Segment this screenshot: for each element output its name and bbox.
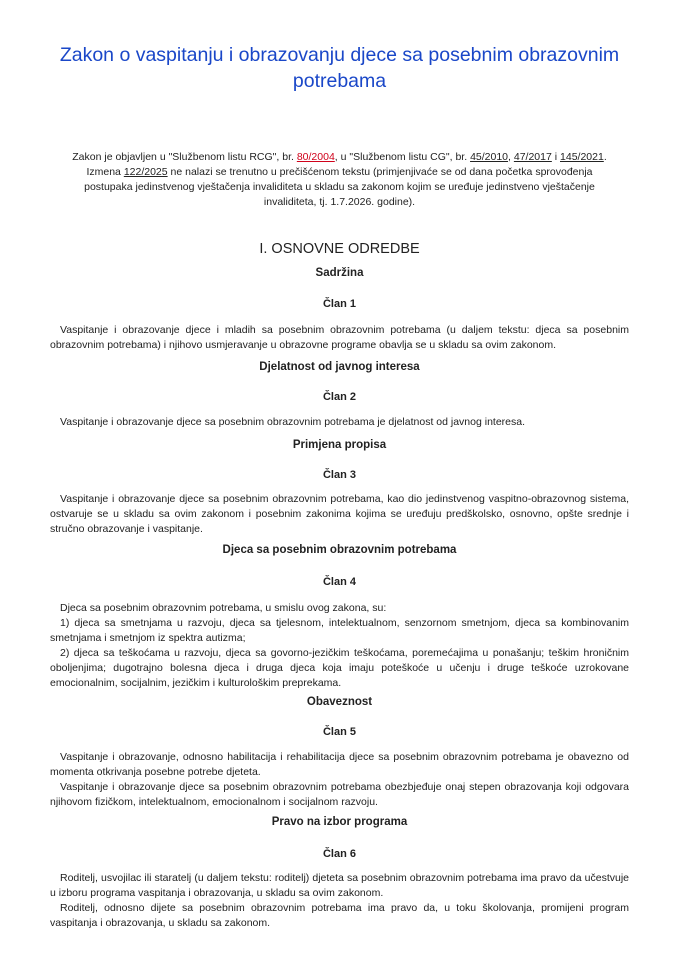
article-number: Član 5 bbox=[322, 726, 356, 738]
title-line-1: Zakon o vaspitanju i obrazovanju djece sa posebnim obrazovnim bbox=[59, 44, 620, 66]
article-number: Član 3 bbox=[322, 469, 356, 481]
article-paragraph: Vaspitanje i obrazovanje djece sa posebnim obrazovnim potrebama, kao dio jedinstvenog vaspitno-obrazovnog sistema, ostvaruje se u skladu sa ovim zakonom i posebnim zakonima kojima se uređuju predškolsko, osnovno, opšte srednje i stručno obrazovanje i vaspitanje. bbox=[50, 493, 629, 535]
article-paragraph: Vaspitanje i obrazovanje djece sa posebnim obrazovnim potrebama obezbjeđuje onaj stepen obrazovanja koji odgovara njihovom fizičkom, intelektualnom, emocionalnom i socijalnom razvoju. bbox=[50, 781, 629, 808]
pub-text-5: . Izmena bbox=[86, 151, 607, 178]
article-paragraph: Vaspitanje i obrazovanje djece sa posebnim obrazovnim potrebama je djelatnost od javnog interesa. bbox=[60, 416, 526, 428]
article-number: Član 1 bbox=[322, 298, 356, 310]
gazette-link-145-2021[interactable]: 145/2021 bbox=[560, 151, 604, 163]
article-number: Član 6 bbox=[322, 848, 356, 860]
section-heading: Pravo na izbor programa bbox=[271, 816, 408, 828]
part-heading: I. OSNOVNE ODREDBE bbox=[259, 241, 420, 257]
article-list-item: 1) djeca sa smetnjama u razvoju, djeca sa tjelesnom, intelektualnom, senzornom smetnjom, djeca sa kombinovanim smetnjama i smetnjom iz spektra autizma; bbox=[50, 617, 629, 644]
document-title bbox=[40, 42, 639, 94]
article-paragraph: Djeca sa posebnim obrazovnim potrebama, u smislu ovog zakona, su: bbox=[60, 602, 387, 614]
pub-text-6: ne nalazi se trenutno u prečišćenom tekstu (primjenjivaće se od dana početka sprovođenja postupaka jedinstvenog vještačenja invaliditeta u skladu sa zakonom kojim se uređuje jedinstveno vještačenje invaliditeta, tj. 1.7.2026. godine). bbox=[84, 166, 595, 208]
article-number: Član 2 bbox=[322, 391, 356, 403]
section-heading: Primjena propisa bbox=[292, 439, 387, 451]
article-number: Član 4 bbox=[322, 576, 356, 588]
gazette-link-47-2017[interactable]: 47/2017 bbox=[513, 151, 552, 163]
gazette-link-80-2004[interactable]: 80/2004 bbox=[296, 151, 335, 163]
gazette-link-45-2010[interactable]: 45/2010 bbox=[470, 151, 509, 163]
section-heading: Djelatnost od javnog interesa bbox=[259, 361, 420, 373]
title-line-2: potrebama bbox=[292, 70, 387, 92]
article-paragraph: Roditelj, odnosno dijete sa posebnim obrazovnim potrebama ima pravo da, u toku školovanja, promijeni program vaspitanja i obrazovanja, u skladu sa zakonom. bbox=[50, 902, 629, 929]
gazette-link-122-2025[interactable]: 122/2025 bbox=[123, 166, 168, 178]
section-heading: Sadržina bbox=[315, 267, 364, 279]
pub-text-2: , u "Službenom listu CG", br. bbox=[334, 151, 471, 163]
section-heading: Obaveznost bbox=[306, 696, 373, 708]
article-paragraph: Vaspitanje i obrazovanje, odnosno habilitacija i rehabilitacija djece sa posebnim obrazovnim potrebama je obavezno od momenta otkrivanja posebne potrebe djeteta. bbox=[50, 751, 629, 778]
article-paragraph: Vaspitanje i obrazovanje djece i mladih sa posebnim obrazovnim potrebama (u daljem tekstu: djeca sa posebnim obrazovnim potrebama) i njihovo usmjeravanje u obrazovne programe obavlja se u skladu sa ovim zakonom. bbox=[50, 324, 629, 351]
publication-note bbox=[62, 150, 617, 210]
article-paragraph: Roditelj, usvojilac ili staratelj (u daljem tekstu: roditelj) djeteta sa posebnim obrazovnim potrebama ima pravo da učestvuje u izboru programa vaspitanja i obrazovanja, u skladu sa ovim zakonom. bbox=[50, 872, 629, 899]
pub-text-1: Zakon je objavljen u "Službenom listu RCG", br. bbox=[72, 151, 297, 163]
article-list-item: 2) djeca sa teškoćama u razvoju, djeca sa govorno-jezičkim teškoćama, poremećajima u ponašanju; teškim hroničnim oboljenjima; dugotrajno bolesna djeca i druga djeca koja imaju poteškoće u učenju i druge teškoće uzrokovane emocionalnim, socijalnim, jezičkim i kulturološkim preprekama. bbox=[50, 647, 629, 689]
pub-text-4: i bbox=[551, 151, 561, 163]
section-heading: Djeca sa posebnim obrazovnim potrebama bbox=[222, 544, 457, 556]
pub-text-3: , bbox=[508, 151, 514, 163]
